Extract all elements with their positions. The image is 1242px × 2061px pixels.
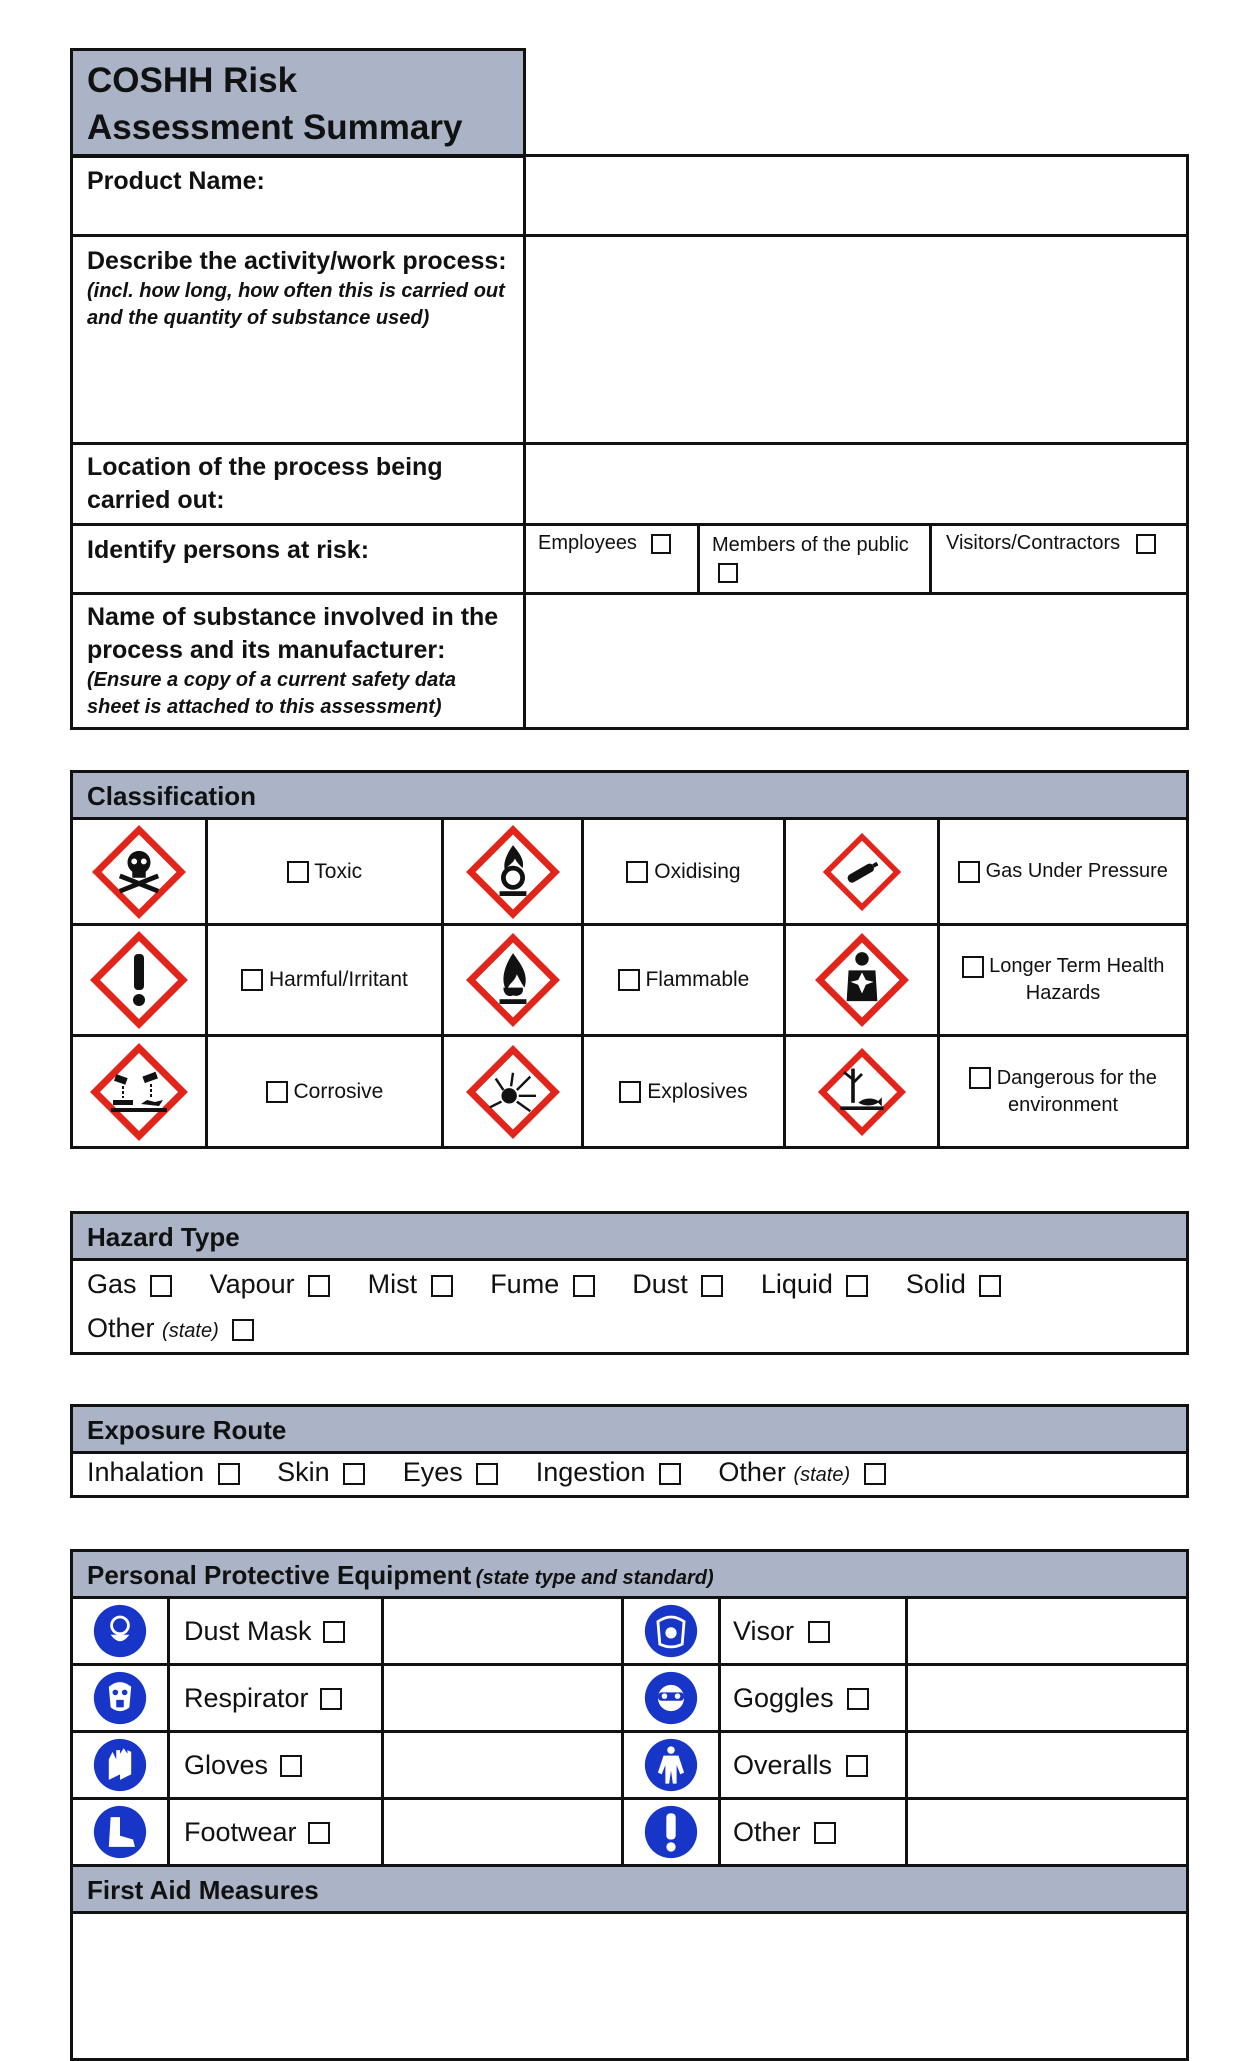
overalls-icon-cell (623, 1732, 720, 1799)
visor-label: Visor (733, 1615, 795, 1646)
exposure-inhalation-checkbox[interactable] (218, 1463, 240, 1485)
corrosion-icon (89, 1042, 189, 1142)
visor-standard-field[interactable] (907, 1598, 1188, 1665)
respirator-checkbox[interactable] (320, 1688, 342, 1710)
harmful-cell (207, 925, 443, 1036)
product-name-label: Product Name: (87, 167, 265, 195)
corrosive-checkbox[interactable] (266, 1081, 288, 1103)
flammable-cell (583, 925, 785, 1036)
exposure-other-label: Other (718, 1457, 786, 1487)
first-aid-header (70, 1864, 1189, 1914)
environment-icon (817, 1047, 907, 1137)
flame-over-circle-icon (465, 824, 561, 920)
visitors-checkbox[interactable] (1136, 534, 1156, 554)
harmful-checkbox[interactable] (241, 969, 263, 991)
hazard-vapour-label: Vapour (209, 1269, 295, 1299)
environment-pictogram-cell (785, 1036, 939, 1148)
page-title: COSHH Risk Assessment Summary (87, 61, 463, 147)
dust-mask-cell (169, 1598, 383, 1665)
activity-field[interactable] (525, 236, 1188, 444)
footwear-standard-field[interactable] (383, 1799, 623, 1866)
environment-cell (939, 1036, 1188, 1148)
hazard-fume-checkbox[interactable] (573, 1275, 595, 1297)
corrosive-pictogram-cell (72, 1036, 207, 1148)
exclamation-icon (643, 1804, 699, 1860)
health-hazard-pictogram-cell (785, 925, 939, 1036)
toxic-cell (207, 819, 443, 925)
other-ppe-checkbox[interactable] (814, 1822, 836, 1844)
dust-mask-checkbox[interactable] (323, 1621, 345, 1643)
employees-checkbox[interactable] (651, 534, 671, 554)
corrosive-label: Corrosive (293, 1079, 384, 1103)
activity-label-cell (72, 236, 525, 444)
hazard-other-checkbox[interactable] (232, 1319, 254, 1341)
substance-label-cell (72, 594, 525, 729)
toxic-label: Toxic (314, 859, 363, 883)
hazard-type-header (70, 1211, 1189, 1261)
goggles-icon-cell (623, 1665, 720, 1732)
visitors-cell (931, 525, 1188, 594)
location-field[interactable] (525, 444, 1188, 525)
exposure-ingestion-checkbox[interactable] (659, 1463, 681, 1485)
oxidising-cell (583, 819, 785, 925)
classification-table (70, 817, 1189, 1149)
exploding-bomb-icon (465, 1044, 561, 1140)
exposure-skin-label: Skin (277, 1457, 330, 1487)
other-ppe-standard-field[interactable] (907, 1799, 1188, 1866)
public-cell (699, 525, 931, 594)
gloves-cell (169, 1732, 383, 1799)
skull-crossbones-icon (91, 824, 187, 920)
respirator-standard-field[interactable] (383, 1665, 623, 1732)
respirator-cell (169, 1665, 383, 1732)
classification-header (70, 770, 1189, 820)
dust-mask-standard-field[interactable] (383, 1598, 623, 1665)
first-aid-field[interactable] (70, 1911, 1189, 2061)
ppe-header (70, 1549, 1189, 1599)
visor-icon-cell (623, 1598, 720, 1665)
first-aid-title: First Aid Measures (87, 1875, 319, 1905)
hazard-gas-checkbox[interactable] (150, 1275, 172, 1297)
overalls-standard-field[interactable] (907, 1732, 1188, 1799)
exposure-body (70, 1451, 1189, 1498)
footwear-checkbox[interactable] (308, 1822, 330, 1844)
ppe-title: Personal Protective Equipment (87, 1560, 472, 1590)
hazard-dust-checkbox[interactable] (701, 1275, 723, 1297)
persons-label-cell (72, 525, 525, 594)
gas-under-pressure-cell (939, 819, 1188, 925)
overalls-checkbox[interactable] (846, 1755, 868, 1777)
footwear-icon (92, 1804, 148, 1860)
location-label: Location of the process being carried out: (87, 453, 443, 514)
health-hazard-icon (814, 932, 910, 1028)
activity-label: Describe the activity/work process: (87, 247, 507, 275)
overalls-icon (643, 1737, 699, 1793)
gloves-icon (92, 1737, 148, 1793)
hazard-solid-checkbox[interactable] (979, 1275, 1001, 1297)
employees-cell (525, 525, 699, 594)
exposure-skin-checkbox[interactable] (343, 1463, 365, 1485)
respirator-icon-cell (72, 1665, 169, 1732)
exposure-header (70, 1404, 1189, 1454)
exposure-other-checkbox[interactable] (864, 1463, 886, 1485)
footwear-label: Footwear (184, 1816, 297, 1847)
hazard-mist-label: Mist (367, 1269, 418, 1299)
goggles-standard-field[interactable] (907, 1665, 1188, 1732)
hazard-fume-label: Fume (490, 1269, 560, 1299)
substance-label: Name of substance involved in the process and its manufacturer: (87, 603, 499, 664)
overalls-label: Overalls (733, 1749, 833, 1780)
footwear-cell (169, 1799, 383, 1866)
goggles-icon (643, 1670, 699, 1726)
oxidising-pictogram-cell (443, 819, 583, 925)
hazard-dust-label: Dust (632, 1269, 688, 1299)
gas-cylinder-icon (822, 832, 902, 912)
classification-title: Classification (87, 781, 257, 811)
flammable-pictogram-cell (443, 925, 583, 1036)
hazard-type-title: Hazard Type (87, 1222, 240, 1252)
flammable-checkbox[interactable] (618, 969, 640, 991)
title-box (70, 48, 526, 158)
longer-term-checkbox[interactable] (962, 956, 984, 978)
hazard-liquid-label: Liquid (760, 1269, 833, 1299)
harmful-label: Harmful/Irritant (268, 968, 408, 991)
goggles-checkbox[interactable] (847, 1688, 869, 1710)
ppe-table (70, 1596, 1189, 1867)
dust-mask-icon-cell (72, 1598, 169, 1665)
goggles-label: Goggles (733, 1682, 834, 1713)
flammable-label: Flammable (645, 968, 750, 991)
flame-icon (465, 932, 561, 1028)
other-ppe-cell (720, 1799, 907, 1866)
substance-note: (Ensure a copy of a current safety data sheet is attached to this assessment) (87, 669, 457, 718)
explosives-cell (583, 1036, 785, 1148)
explosives-label: Explosives (647, 1079, 748, 1103)
environment-checkbox[interactable] (969, 1067, 991, 1089)
hazard-liquid-checkbox[interactable] (846, 1275, 868, 1297)
exposure-inhalation-label: Inhalation (87, 1457, 205, 1487)
gas-under-pressure-label: Gas Under Pressure (985, 860, 1168, 882)
longer-term-label: Longer Term Health Hazards (989, 955, 1165, 1004)
hazard-mist-checkbox[interactable] (431, 1275, 453, 1297)
oxidising-label: Oxidising (654, 859, 741, 883)
longer-term-cell (939, 925, 1188, 1036)
gas-pictogram-cell (785, 819, 939, 925)
hazard-solid-label: Solid (905, 1269, 966, 1299)
dust-mask-icon (92, 1603, 148, 1659)
public-label: Members of the public (712, 534, 909, 556)
product-name-field[interactable] (525, 156, 1188, 236)
hazard-vapour-checkbox[interactable] (308, 1275, 330, 1297)
harmful-pictogram-cell (72, 925, 207, 1036)
toxic-pictogram-cell (72, 819, 207, 925)
details-table (70, 154, 1189, 730)
explosives-pictogram-cell (443, 1036, 583, 1148)
gloves-icon-cell (72, 1732, 169, 1799)
overalls-cell (720, 1732, 907, 1799)
other-ppe-icon-cell (623, 1799, 720, 1866)
exposure-ingestion-label: Ingestion (535, 1457, 646, 1487)
gloves-checkbox[interactable] (280, 1755, 302, 1777)
visitors-label: Visitors/Contractors (946, 532, 1121, 554)
exposure-eyes-checkbox[interactable] (476, 1463, 498, 1485)
substance-field[interactable] (525, 594, 1188, 729)
public-checkbox[interactable] (718, 563, 738, 583)
footwear-icon-cell (72, 1799, 169, 1866)
exclamation-mark-icon (89, 930, 189, 1030)
exposure-other-state: (state) (793, 1464, 851, 1486)
persons-label: Identify persons at risk: (87, 536, 370, 564)
gas-under-pressure-checkbox[interactable] (958, 861, 980, 883)
exposure-title: Exposure Route (87, 1415, 287, 1445)
exposure-eyes-label: Eyes (402, 1457, 463, 1487)
toxic-checkbox[interactable] (287, 861, 309, 883)
hazard-other-state: (state) (162, 1320, 219, 1342)
explosives-checkbox[interactable] (619, 1081, 641, 1103)
oxidising-checkbox[interactable] (626, 861, 648, 883)
employees-label: Employees (538, 532, 637, 554)
hazard-other-label: Other (87, 1313, 155, 1343)
gloves-standard-field[interactable] (383, 1732, 623, 1799)
other-ppe-label: Other (733, 1816, 801, 1847)
goggles-cell (720, 1665, 907, 1732)
corrosive-cell (207, 1036, 443, 1148)
hazard-type-body (70, 1258, 1189, 1355)
product-name-label-cell (72, 156, 525, 236)
visor-icon (643, 1603, 699, 1659)
environment-label: Dangerous for the environment (996, 1066, 1157, 1116)
location-label-cell (72, 444, 525, 525)
gloves-label: Gloves (184, 1749, 269, 1780)
visor-checkbox[interactable] (808, 1621, 830, 1643)
activity-note: (incl. how long, how often this is carried out and the quantity of substance used) (87, 280, 505, 329)
hazard-gas-label: Gas (87, 1269, 137, 1299)
dust-mask-label: Dust Mask (184, 1615, 312, 1646)
visor-cell (720, 1598, 907, 1665)
respirator-icon (92, 1670, 148, 1726)
respirator-label: Respirator (184, 1682, 309, 1713)
ppe-note: (state type and standard) (475, 1567, 714, 1589)
